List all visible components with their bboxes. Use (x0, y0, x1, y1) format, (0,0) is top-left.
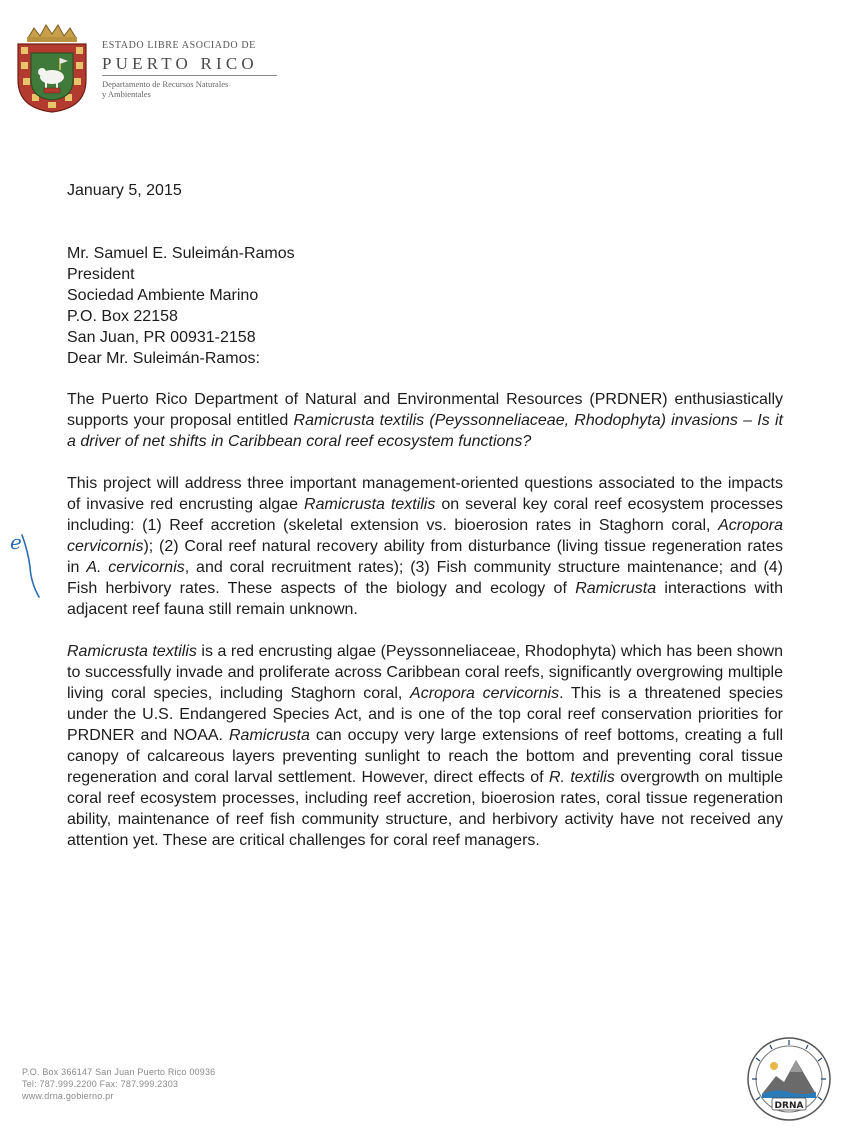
paragraph-text: This project will address three important management-oriented questions associated to the impacts of invasive red encrusting algae (67, 475, 783, 513)
paragraph-support (67, 389, 783, 452)
agency-line-department: Departamento de Recursos Naturales (102, 79, 229, 89)
species-name: Ramicrusta textilis (304, 496, 436, 513)
species-name: Acropora cervicornis (410, 685, 560, 702)
letter-date: January 5, 2015 (67, 182, 182, 199)
paragraph-text: is a red encrusting algae (Peyssonneliaceae, Rhodophyta) which has been shown to successfully invade and proliferate across Caribbean coral reefs, significantly overgrowing multiple living coral species, including Staghorn coral, (67, 643, 783, 702)
species-name: Ramicrusta (228, 727, 310, 744)
proposal-title: Ramicrusta textilis (Peyssonneliaceae, Rhodophyta) invasions – Is it a driver of net shifts in Caribbean coral reef ecosystem functions? (67, 412, 784, 450)
paragraph-support-text: The Puerto Rico Department of Natural and Environmental Resources (PRDNER) enthusiastically supports your proposal entitled (67, 391, 783, 429)
paragraph-text: . This is a threatened species under the U.S. Endangered Species Act, and is one of the top coral reef conservation priorities for PRDNER and NOAA. (67, 685, 783, 744)
letter-body (67, 180, 783, 851)
handwritten-margin-mark (6, 527, 42, 602)
drna-seal-label: DRNA (774, 1101, 804, 1111)
footer-website: www.drna.gobierno.pr (22, 1091, 114, 1101)
paragraph-text: interactions with adjacent reef fauna still remain unknown. (67, 580, 783, 618)
species-name: Ramicrusta (575, 580, 657, 597)
footer-phone: Tel: 787.999.2200 Fax: 787.999.2303 (22, 1079, 179, 1089)
recipient-title: President (67, 266, 135, 283)
paragraph-project-scope (67, 473, 783, 620)
recipient-address-block (67, 243, 783, 348)
agency-line-commonwealth: ESTADO LIBRE ASOCIADO DE (102, 40, 256, 51)
footer-contact (22, 1066, 215, 1102)
footer-address: P.O. Box 366147 San Juan Puerto Rico 00936 (22, 1067, 216, 1077)
letterhead (12, 22, 312, 117)
recipient-name: Mr. Samuel E. Suleimán-Ramos (67, 245, 295, 262)
species-name: Acropora cervicornis (67, 517, 783, 555)
agency-line-puerto-rico: PUERTO RICO (102, 54, 258, 73)
paragraph-text: ); (2) Coral reef natural recovery ability from disturbance (living tissue regeneration rates in (67, 538, 783, 576)
agency-name-block (102, 40, 277, 99)
recipient-po-box: P.O. Box 22158 (67, 308, 178, 325)
recipient-city: San Juan, PR 00931-2158 (67, 329, 256, 346)
paragraph-species-background (67, 641, 783, 851)
paragraph-text: overgrowth on multiple coral reef ecosystem processes, including reef accretion, bioerosion rates, coral tissue regeneration ability, maintenance of reef fish community structure, and herbivory activity have not received any attention yet. These are critical challenges for coral reef managers. (67, 769, 783, 849)
drna-seal-icon (746, 1036, 832, 1122)
margin-note-letter: e (10, 530, 22, 554)
paragraph-text: , and coral recruitment rates); (3) Fish community structure maintenance; and (4) Fish herbivory rates. These aspects of the biology and ecology of (67, 559, 783, 597)
salutation: Dear Mr. Suleimán-Ramos: (67, 350, 260, 367)
species-name: R. textilis (549, 769, 615, 786)
puerto-rico-coat-of-arms-icon (12, 22, 92, 114)
agency-line-department-cont: y Ambientales (102, 89, 151, 99)
species-name: A. cervicornis (86, 559, 185, 576)
species-name: Ramicrusta textilis (67, 643, 197, 660)
paragraph-text: on several key coral reef ecosystem processes including: (1) Reef accretion (skeletal extension vs. bioerosion rates in Staghorn coral, (67, 496, 784, 534)
agency-divider (102, 75, 277, 76)
recipient-organization: Sociedad Ambiente Marino (67, 287, 259, 304)
paragraph-text: can occupy very large extensions of reef bottoms, creating a full canopy of calcareous layers preventing sunlight to reach the bottom and preventing coral tissue regeneration and coral larval settlement. However, direct effects of (67, 727, 783, 786)
